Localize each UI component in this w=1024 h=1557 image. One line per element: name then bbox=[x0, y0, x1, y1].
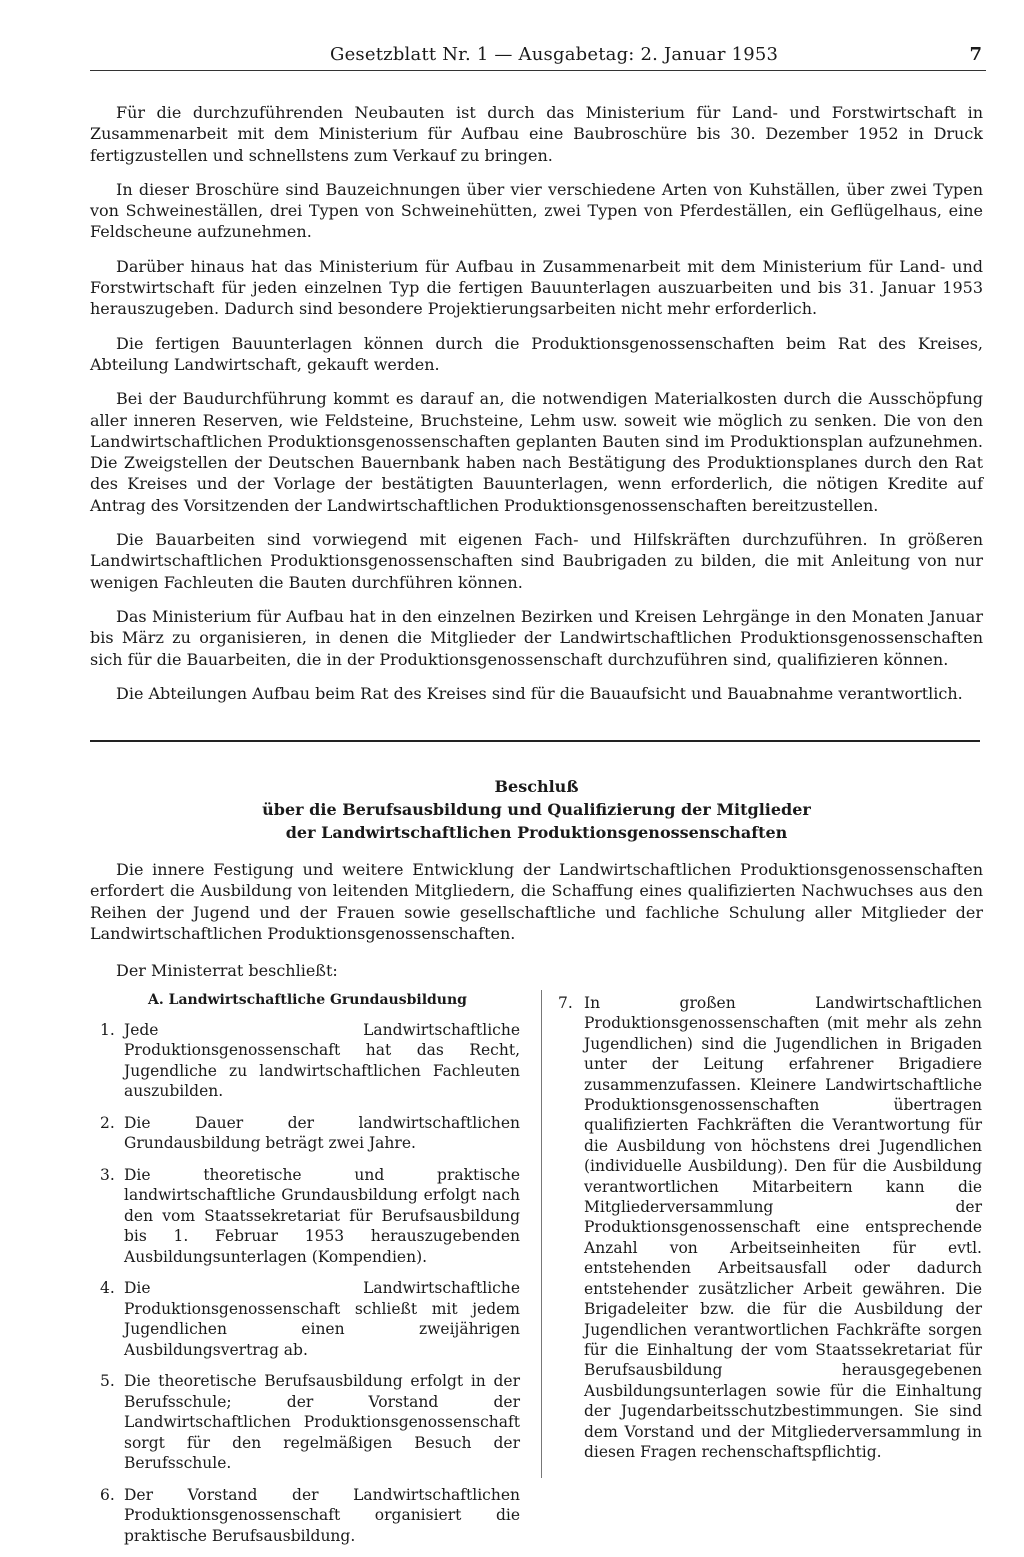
item-number: 7. bbox=[558, 994, 573, 1012]
resolution-title-line: Beschluß bbox=[494, 777, 579, 796]
paragraph: Bei der Baudurchführung kommt es darauf an, die notwendigen Materialkosten durch die Ausschöpfung aller inneren Reserven, wie Feldsteine, Bruchsteine, Lehm usw. soweit wie möglich zu senken. Die von den Landwirtschaftlichen Produktionsgenossenschaften geplanten Bauten sind im Produktionsplan aufzunehmen. Die Zweigstellen der Deutschen Bauernbank haben nach Bestätigung des Produktionsplanes durch den Rat des Kreises und der Vorlage der bestätigten Bauunterlagen, wenn erforderlich, die nötigen Kredite auf Antrag des Vorsitzenden der Landwirtschaftlichen Produktionsgenossenschaften bereitzustellen. bbox=[90, 389, 983, 515]
list-item bbox=[556, 993, 982, 1462]
ministerrat-line: Der Ministerrat beschließt: bbox=[116, 961, 338, 980]
intro-paragraph: Die innere Festigung und weitere Entwicklung der Landwirtschaftlichen Produktionsgenossenschaften erfordert die Ausbildung von leitenden Mitgliedern, die Schaffung eines qualifizierten Nachwuchses aus den Reihen der Jugend und der Frauen sowie gesellschaftliche und fachliche Schulung aller Mitglieder der Landwirtschaftlichen Produktionsgenossenschaften. bbox=[90, 860, 983, 943]
item-number: 3. bbox=[100, 1165, 115, 1184]
resolution-title-line: über die Berufsausbildung und Qualifizierung der Mitglieder bbox=[262, 800, 811, 819]
list-item bbox=[90, 1165, 520, 1268]
header-title: Gesetzblatt Nr. 1 — Ausgabetag: 2. Januar 1953 bbox=[330, 44, 779, 65]
item-text: In großen Landwirtschaftlichen Produktionsgenossenschaften (mit mehr als zehn Jugendlichen) sind die Jugendlichen in Brigaden unter der Leitung erfahrener Brigadiere zusammenzufassen. Kleinere Landwirtschaftliche Produktionsgenossenschaften übertragen qualifizierten Fachkräften die Verantwortung für die Ausbildung von höchstens drei Jugendlichen (individuelle Ausbildung). Den für die Ausbildung verantwortlichen Mitarbeitern kann die Mitgliederversammlung der Produktionsgenossenschaft eine entsprechende Anzahl von Arbeitseinheiten für evtl. entstehenden Arbeitsausfall oder dadurch entstehender zusätzlicher Arbeit gewähren. Die Brigadeleiter bzw. die für die Ausbildung der Jugendlichen verantwortlichen Fachkräfte sorgen für die Einhaltung der vom Staatssekretariat für Berufsausbildung herausgegebenen Ausbildungsunterlagen sowie für die Einhaltung der Jugendarbeitsschutzbestimmungen. Sie sind dem Vorstand und der Mitgliederversammlung in diesen Fragen rechenschaftspflichtig. bbox=[584, 994, 982, 1461]
item-text: Der Vorstand der Landwirtschaftlichen Produktionsgenossenschaft organisiert die praktische Berufsausbildung. bbox=[124, 1485, 520, 1545]
paragraph: Die fertigen Bauunterlagen können durch die Produktionsgenossenschaften beim Rat des Kreises, Abteilung Landwirtschaft, gekauft werden. bbox=[90, 333, 983, 374]
item-text: Die Dauer der landwirtschaftlichen Grundausbildung beträgt zwei Jahre. bbox=[124, 1113, 520, 1152]
paragraph: Die Abteilungen Aufbau beim Rat des Kreises sind für die Bauaufsicht und Bauabnahme verantwortlich. bbox=[116, 683, 963, 703]
resolution-title-line: der Landwirtschaftlichen Produktionsgenossenschaften bbox=[285, 823, 788, 842]
paragraph: In dieser Broschüre sind Bauzeichnungen über vier verschiedene Arten von Kuhställen, über zwei Typen von Schweineställen, drei Typen von Schweinehütten, zwei Typen von Pferdeställen, ein Geflügelhaus, eine Feldscheune aufzunehmen. bbox=[90, 179, 983, 242]
item-text: Jede Landwirtschaftliche Produktionsgenossenschaft hat das Recht, Jugendliche zu landwirtschaftlichen Fachleuten auszubilden. bbox=[124, 1020, 520, 1100]
paragraph: Darüber hinaus hat das Ministerium für Aufbau in Zusammenarbeit mit dem Ministerium für Land- und Forstwirtschaft für jeden einzelnen Typ die fertigen Bauunterlagen auszuarbeiten und bis 31. Januar 1953 herauszugeben. Dadurch sind besondere Projektierungsarbeiten nicht mehr erforderlich. bbox=[90, 256, 983, 319]
item-text: Die theoretische und praktische landwirtschaftliche Grundausbildung erfolgt nach den vom Staatssekretariat für Berufsausbildung bis 1. Februar 1953 herauszugebenden Ausbildungsunterlagen (Kompendien). bbox=[124, 1165, 520, 1266]
section-heading: A. Landwirtschaftliche Grundausbildung bbox=[148, 992, 467, 1008]
item-number: 2. bbox=[100, 1113, 115, 1132]
resolution-intro bbox=[90, 859, 983, 944]
item-number: 5. bbox=[100, 1372, 115, 1390]
section-divider bbox=[90, 740, 980, 742]
left-column bbox=[90, 990, 520, 1557]
page-number: 7 bbox=[969, 44, 982, 65]
right-column bbox=[556, 993, 982, 1473]
item-number: 4. bbox=[100, 1279, 115, 1297]
top-section bbox=[90, 102, 983, 717]
paragraph: Die Bauarbeiten sind vorwiegend mit eigenen Fach- und Hilfskräften durchzuführen. In größeren Landwirtschaftlichen Produktionsgenossenschaften sind Baubrigaden zu bilden, die mit Anleitung von nur wenigen Fachleuten die Bauten durchführen können. bbox=[90, 530, 983, 592]
list-item bbox=[90, 1485, 520, 1547]
column-divider bbox=[541, 990, 542, 1478]
resolution-title bbox=[90, 775, 983, 844]
item-number: 6. bbox=[100, 1485, 115, 1504]
list-item bbox=[90, 1113, 520, 1154]
list-item bbox=[90, 1371, 520, 1474]
item-text: Die Landwirtschaftliche Produktionsgenossenschaft schließt mit jedem Jugendlichen einen zweijährigen Ausbildungsvertrag ab. bbox=[124, 1279, 520, 1359]
list-item bbox=[90, 1278, 520, 1360]
page-header bbox=[90, 44, 986, 71]
item-number: 1. bbox=[100, 1020, 115, 1039]
item-text: Die theoretische Berufsausbildung erfolgt in der Berufsschule; der Vorstand der Landwirtschaftlichen Produktionsgenossenschaft sorgt für den regelmäßigen Besuch der Berufsschule. bbox=[124, 1372, 520, 1472]
list-item bbox=[90, 1020, 520, 1102]
paragraph: Für die durchzuführenden Neubauten ist durch das Ministerium für Land- und Forstwirtschaft in Zusammenarbeit mit dem Ministerium für Aufbau eine Baubroschüre bis 30. Dezember 1952 in Druck fertigzustellen und schnellstens zum Verkauf zu bringen. bbox=[90, 103, 983, 165]
paragraph: Das Ministerium für Aufbau hat in den einzelnen Bezirken und Kreisen Lehrgänge in den Monaten Januar bis März zu organisieren, in denen die Mitglieder der Landwirtschaftlichen Produktionsgenossenschaften sich für die Bauarbeiten, die in der Produktionsgenossenschaft durchzuführen sind, qualifizieren können. bbox=[90, 606, 983, 669]
